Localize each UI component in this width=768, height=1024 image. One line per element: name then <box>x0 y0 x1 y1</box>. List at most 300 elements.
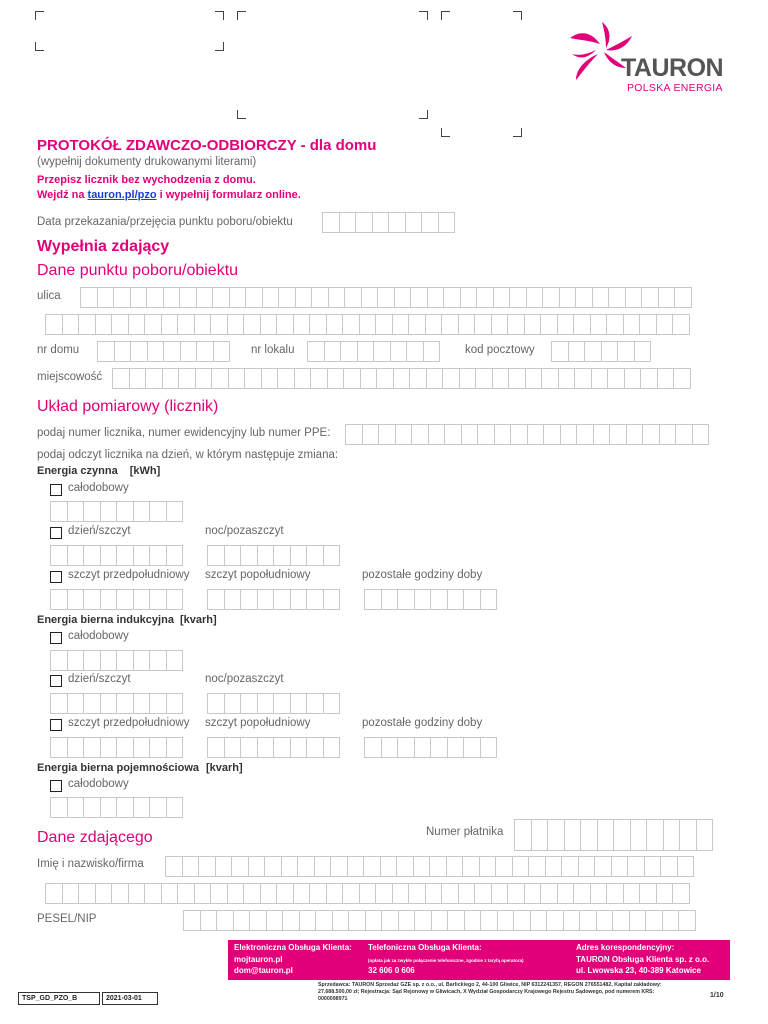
char-cell[interactable] <box>408 883 426 904</box>
flat-number-field[interactable] <box>307 341 440 362</box>
char-cell[interactable] <box>513 910 531 931</box>
char-cell[interactable] <box>210 883 228 904</box>
char-cell[interactable] <box>340 341 358 362</box>
char-cell[interactable] <box>410 287 428 308</box>
char-cell[interactable] <box>392 883 410 904</box>
char-cell[interactable] <box>530 910 548 931</box>
char-cell[interactable] <box>558 368 576 389</box>
char-cell[interactable] <box>678 910 696 931</box>
char-cell[interactable] <box>479 856 497 877</box>
char-cell[interactable] <box>196 287 214 308</box>
char-cell[interactable] <box>227 314 245 335</box>
char-cell[interactable] <box>396 856 414 877</box>
char-cell[interactable] <box>133 693 151 714</box>
char-cell[interactable] <box>257 589 275 610</box>
char-cell[interactable] <box>495 856 513 877</box>
char-cell[interactable] <box>211 368 229 389</box>
char-cell[interactable] <box>130 287 148 308</box>
char-cell[interactable] <box>133 737 151 758</box>
char-cell[interactable] <box>165 856 183 877</box>
char-cell[interactable] <box>216 910 234 931</box>
char-cell[interactable] <box>128 314 146 335</box>
char-cell[interactable] <box>447 589 465 610</box>
char-cell[interactable] <box>299 910 317 931</box>
char-cell[interactable] <box>293 883 311 904</box>
char-cell[interactable] <box>458 314 476 335</box>
char-cell[interactable] <box>50 737 68 758</box>
char-cell[interactable] <box>627 856 645 877</box>
char-cell[interactable] <box>129 368 147 389</box>
char-cell[interactable] <box>196 341 214 362</box>
char-cell[interactable] <box>50 693 68 714</box>
char-cell[interactable] <box>673 368 691 389</box>
payer-number-field[interactable] <box>514 819 713 851</box>
char-cell[interactable] <box>144 883 162 904</box>
char-cell[interactable] <box>326 314 344 335</box>
char-cell[interactable] <box>545 856 563 877</box>
char-cell[interactable] <box>579 910 597 931</box>
char-cell[interactable] <box>195 368 213 389</box>
char-cell[interactable] <box>365 910 383 931</box>
char-cell[interactable] <box>543 424 561 445</box>
char-cell[interactable] <box>696 819 714 851</box>
char-cell[interactable] <box>460 287 478 308</box>
char-cell[interactable] <box>111 883 129 904</box>
char-cell[interactable] <box>527 424 545 445</box>
char-cell[interactable] <box>339 212 357 233</box>
char-cell[interactable] <box>480 737 498 758</box>
house-number-field[interactable] <box>97 341 230 362</box>
char-cell[interactable] <box>381 589 399 610</box>
char-cell[interactable] <box>443 287 461 308</box>
char-cell[interactable] <box>347 856 365 877</box>
char-cell[interactable] <box>644 856 662 877</box>
char-cell[interactable] <box>601 341 619 362</box>
active-allday-field[interactable] <box>50 501 183 522</box>
char-cell[interactable] <box>557 314 575 335</box>
char-cell[interactable] <box>563 910 581 931</box>
char-cell[interactable] <box>677 856 695 877</box>
active-allday-checkbox[interactable] <box>50 484 62 496</box>
char-cell[interactable] <box>475 368 493 389</box>
char-cell[interactable] <box>116 650 134 671</box>
char-cell[interactable] <box>163 287 181 308</box>
char-cell[interactable] <box>576 424 594 445</box>
char-cell[interactable] <box>144 314 162 335</box>
char-cell[interactable] <box>67 650 85 671</box>
char-cell[interactable] <box>227 883 245 904</box>
char-cell[interactable] <box>78 314 96 335</box>
char-cell[interactable] <box>629 910 647 931</box>
char-cell[interactable] <box>626 424 644 445</box>
char-cell[interactable] <box>672 883 690 904</box>
char-cell[interactable] <box>116 545 134 566</box>
char-cell[interactable] <box>224 545 242 566</box>
char-cell[interactable] <box>50 650 68 671</box>
char-cell[interactable] <box>262 287 280 308</box>
pesel-field[interactable] <box>183 910 696 931</box>
char-cell[interactable] <box>114 341 132 362</box>
char-cell[interactable] <box>408 314 426 335</box>
char-cell[interactable] <box>343 368 361 389</box>
char-cell[interactable] <box>249 910 267 931</box>
char-cell[interactable] <box>179 287 197 308</box>
char-cell[interactable] <box>166 797 184 818</box>
char-cell[interactable] <box>630 819 648 851</box>
char-cell[interactable] <box>427 287 445 308</box>
char-cell[interactable] <box>100 501 118 522</box>
char-cell[interactable] <box>564 819 582 851</box>
char-cell[interactable] <box>100 650 118 671</box>
char-cell[interactable] <box>273 693 291 714</box>
char-cell[interactable] <box>97 287 115 308</box>
char-cell[interactable] <box>261 368 279 389</box>
char-cell[interactable] <box>438 212 456 233</box>
char-cell[interactable] <box>397 737 415 758</box>
char-cell[interactable] <box>592 287 610 308</box>
char-cell[interactable] <box>405 212 423 233</box>
char-cell[interactable] <box>240 693 258 714</box>
char-cell[interactable] <box>560 424 578 445</box>
char-cell[interactable] <box>672 314 690 335</box>
char-cell[interactable] <box>166 693 184 714</box>
char-cell[interactable] <box>524 883 542 904</box>
char-cell[interactable] <box>557 883 575 904</box>
char-cell[interactable] <box>180 341 198 362</box>
char-cell[interactable] <box>360 368 378 389</box>
char-cell[interactable] <box>388 212 406 233</box>
char-cell[interactable] <box>364 737 382 758</box>
char-cell[interactable] <box>559 287 577 308</box>
char-cell[interactable] <box>525 368 543 389</box>
char-cell[interactable] <box>67 501 85 522</box>
street-field-line-2[interactable] <box>45 314 690 335</box>
capacitive-allday-checkbox[interactable] <box>50 780 62 792</box>
char-cell[interactable] <box>357 341 375 362</box>
char-cell[interactable] <box>50 545 68 566</box>
char-cell[interactable] <box>83 589 101 610</box>
char-cell[interactable] <box>100 797 118 818</box>
city-field[interactable] <box>112 368 691 389</box>
inductive-peak-checkbox[interactable] <box>50 719 62 731</box>
char-cell[interactable] <box>441 883 459 904</box>
active-afternoon-peak-field[interactable] <box>207 589 340 610</box>
char-cell[interactable] <box>330 856 348 877</box>
char-cell[interactable] <box>306 693 324 714</box>
char-cell[interactable] <box>166 501 184 522</box>
char-cell[interactable] <box>675 424 693 445</box>
char-cell[interactable] <box>257 737 275 758</box>
char-cell[interactable] <box>207 737 225 758</box>
name-field-line-2[interactable] <box>45 883 690 904</box>
char-cell[interactable] <box>62 314 80 335</box>
char-cell[interactable] <box>112 368 130 389</box>
char-cell[interactable] <box>594 856 612 877</box>
char-cell[interactable] <box>345 424 363 445</box>
char-cell[interactable] <box>442 368 460 389</box>
char-cell[interactable] <box>474 314 492 335</box>
char-cell[interactable] <box>116 501 134 522</box>
char-cell[interactable] <box>411 424 429 445</box>
char-cell[interactable] <box>541 368 559 389</box>
char-cell[interactable] <box>590 883 608 904</box>
char-cell[interactable] <box>409 368 427 389</box>
char-cell[interactable] <box>568 341 586 362</box>
char-cell[interactable] <box>306 737 324 758</box>
char-cell[interactable] <box>100 737 118 758</box>
char-cell[interactable] <box>133 650 151 671</box>
char-cell[interactable] <box>406 341 424 362</box>
char-cell[interactable] <box>327 368 345 389</box>
char-cell[interactable] <box>378 424 396 445</box>
active-peak-checkbox[interactable] <box>50 571 62 583</box>
char-cell[interactable] <box>177 883 195 904</box>
inductive-other-hours-field[interactable] <box>364 737 497 758</box>
active-other-hours-field[interactable] <box>364 589 497 610</box>
char-cell[interactable] <box>477 424 495 445</box>
char-cell[interactable] <box>315 910 333 931</box>
char-cell[interactable] <box>625 287 643 308</box>
char-cell[interactable] <box>276 883 294 904</box>
char-cell[interactable] <box>362 424 380 445</box>
char-cell[interactable] <box>512 856 530 877</box>
char-cell[interactable] <box>133 545 151 566</box>
char-cell[interactable] <box>444 424 462 445</box>
char-cell[interactable] <box>393 368 411 389</box>
char-cell[interactable] <box>463 737 481 758</box>
char-cell[interactable] <box>213 341 231 362</box>
char-cell[interactable] <box>198 856 216 877</box>
char-cell[interactable] <box>611 856 629 877</box>
char-cell[interactable] <box>342 314 360 335</box>
handover-date-field[interactable] <box>322 212 455 233</box>
char-cell[interactable] <box>344 287 362 308</box>
char-cell[interactable] <box>273 737 291 758</box>
char-cell[interactable] <box>95 883 113 904</box>
char-cell[interactable] <box>381 910 399 931</box>
char-cell[interactable] <box>277 368 295 389</box>
char-cell[interactable] <box>359 314 377 335</box>
char-cell[interactable] <box>494 424 512 445</box>
char-cell[interactable] <box>273 545 291 566</box>
char-cell[interactable] <box>116 589 134 610</box>
char-cell[interactable] <box>461 424 479 445</box>
char-cell[interactable] <box>111 314 129 335</box>
char-cell[interactable] <box>692 424 710 445</box>
char-cell[interactable] <box>224 693 242 714</box>
electronic-service-email[interactable]: dom@tauron.pl <box>234 966 293 975</box>
char-cell[interactable] <box>656 314 674 335</box>
char-cell[interactable] <box>306 545 324 566</box>
active-day-field[interactable] <box>50 545 183 566</box>
char-cell[interactable] <box>307 341 325 362</box>
char-cell[interactable] <box>657 368 675 389</box>
char-cell[interactable] <box>278 287 296 308</box>
char-cell[interactable] <box>149 650 167 671</box>
char-cell[interactable] <box>373 341 391 362</box>
inductive-afternoon-peak-field[interactable] <box>207 737 340 758</box>
char-cell[interactable] <box>233 910 251 931</box>
char-cell[interactable] <box>390 341 408 362</box>
char-cell[interactable] <box>463 589 481 610</box>
char-cell[interactable] <box>67 797 85 818</box>
char-cell[interactable] <box>194 314 212 335</box>
char-cell[interactable] <box>282 910 300 931</box>
char-cell[interactable] <box>244 368 262 389</box>
char-cell[interactable] <box>462 856 480 877</box>
char-cell[interactable] <box>663 819 681 851</box>
char-cell[interactable] <box>166 545 184 566</box>
char-cell[interactable] <box>293 314 311 335</box>
char-cell[interactable] <box>161 883 179 904</box>
char-cell[interactable] <box>328 287 346 308</box>
char-cell[interactable] <box>551 341 569 362</box>
char-cell[interactable] <box>290 589 308 610</box>
char-cell[interactable] <box>50 589 68 610</box>
char-cell[interactable] <box>116 737 134 758</box>
char-cell[interactable] <box>623 883 641 904</box>
char-cell[interactable] <box>606 314 624 335</box>
char-cell[interactable] <box>375 314 393 335</box>
inductive-night-field[interactable] <box>207 693 340 714</box>
char-cell[interactable] <box>430 589 448 610</box>
char-cell[interactable] <box>281 856 299 877</box>
char-cell[interactable] <box>645 910 663 931</box>
char-cell[interactable] <box>414 589 432 610</box>
char-cell[interactable] <box>177 314 195 335</box>
char-cell[interactable] <box>493 287 511 308</box>
char-cell[interactable] <box>591 368 609 389</box>
char-cell[interactable] <box>314 856 332 877</box>
char-cell[interactable] <box>257 693 275 714</box>
char-cell[interactable] <box>240 737 258 758</box>
char-cell[interactable] <box>429 856 447 877</box>
char-cell[interactable] <box>575 287 593 308</box>
char-cell[interactable] <box>607 368 625 389</box>
char-cell[interactable] <box>531 819 549 851</box>
char-cell[interactable] <box>149 545 167 566</box>
char-cell[interactable] <box>640 368 658 389</box>
char-cell[interactable] <box>584 341 602 362</box>
inductive-allday-checkbox[interactable] <box>50 632 62 644</box>
char-cell[interactable] <box>294 368 312 389</box>
char-cell[interactable] <box>207 589 225 610</box>
char-cell[interactable] <box>240 545 258 566</box>
char-cell[interactable] <box>146 287 164 308</box>
char-cell[interactable] <box>80 287 98 308</box>
char-cell[interactable] <box>128 883 146 904</box>
char-cell[interactable] <box>67 589 85 610</box>
char-cell[interactable] <box>116 693 134 714</box>
char-cell[interactable] <box>441 314 459 335</box>
char-cell[interactable] <box>639 883 657 904</box>
char-cell[interactable] <box>540 314 558 335</box>
char-cell[interactable] <box>310 368 328 389</box>
char-cell[interactable] <box>623 314 641 335</box>
char-cell[interactable] <box>266 910 284 931</box>
char-cell[interactable] <box>231 856 249 877</box>
char-cell[interactable] <box>67 737 85 758</box>
char-cell[interactable] <box>590 314 608 335</box>
char-cell[interactable] <box>431 910 449 931</box>
char-cell[interactable] <box>547 819 565 851</box>
char-cell[interactable] <box>423 341 441 362</box>
char-cell[interactable] <box>540 883 558 904</box>
char-cell[interactable] <box>646 819 664 851</box>
char-cell[interactable] <box>95 314 113 335</box>
char-cell[interactable] <box>421 212 439 233</box>
char-cell[interactable] <box>130 341 148 362</box>
street-field[interactable] <box>80 287 692 308</box>
char-cell[interactable] <box>113 287 131 308</box>
char-cell[interactable] <box>593 424 611 445</box>
char-cell[interactable] <box>507 883 525 904</box>
char-cell[interactable] <box>426 368 444 389</box>
char-cell[interactable] <box>133 797 151 818</box>
char-cell[interactable] <box>290 737 308 758</box>
char-cell[interactable] <box>166 650 184 671</box>
char-cell[interactable] <box>162 368 180 389</box>
char-cell[interactable] <box>311 287 329 308</box>
inductive-allday-field[interactable] <box>50 650 183 671</box>
active-morning-peak-field[interactable] <box>50 589 183 610</box>
capacitive-allday-field[interactable] <box>50 797 183 818</box>
char-cell[interactable] <box>674 287 692 308</box>
char-cell[interactable] <box>398 910 416 931</box>
char-cell[interactable] <box>83 797 101 818</box>
char-cell[interactable] <box>510 424 528 445</box>
char-cell[interactable] <box>359 883 377 904</box>
char-cell[interactable] <box>446 856 464 877</box>
char-cell[interactable] <box>414 910 432 931</box>
char-cell[interactable] <box>229 287 247 308</box>
char-cell[interactable] <box>392 314 410 335</box>
char-cell[interactable] <box>276 314 294 335</box>
char-cell[interactable] <box>207 545 225 566</box>
char-cell[interactable] <box>573 883 591 904</box>
char-cell[interactable] <box>474 883 492 904</box>
char-cell[interactable] <box>194 883 212 904</box>
char-cell[interactable] <box>257 545 275 566</box>
char-cell[interactable] <box>662 910 680 931</box>
char-cell[interactable] <box>45 314 63 335</box>
char-cell[interactable] <box>210 314 228 335</box>
char-cell[interactable] <box>425 883 443 904</box>
char-cell[interactable] <box>609 424 627 445</box>
char-cell[interactable] <box>264 856 282 877</box>
char-cell[interactable] <box>178 368 196 389</box>
char-cell[interactable] <box>641 287 659 308</box>
char-cell[interactable] <box>509 287 527 308</box>
char-cell[interactable] <box>147 341 165 362</box>
char-cell[interactable] <box>166 737 184 758</box>
char-cell[interactable] <box>372 212 390 233</box>
char-cell[interactable] <box>524 314 542 335</box>
active-night-field[interactable] <box>207 545 340 566</box>
char-cell[interactable] <box>480 910 498 931</box>
char-cell[interactable] <box>149 797 167 818</box>
char-cell[interactable] <box>425 314 443 335</box>
char-cell[interactable] <box>458 883 476 904</box>
char-cell[interactable] <box>100 693 118 714</box>
char-cell[interactable] <box>207 693 225 714</box>
char-cell[interactable] <box>83 693 101 714</box>
char-cell[interactable] <box>149 589 167 610</box>
char-cell[interactable] <box>596 910 614 931</box>
char-cell[interactable] <box>332 910 350 931</box>
char-cell[interactable] <box>430 737 448 758</box>
char-cell[interactable] <box>323 693 341 714</box>
